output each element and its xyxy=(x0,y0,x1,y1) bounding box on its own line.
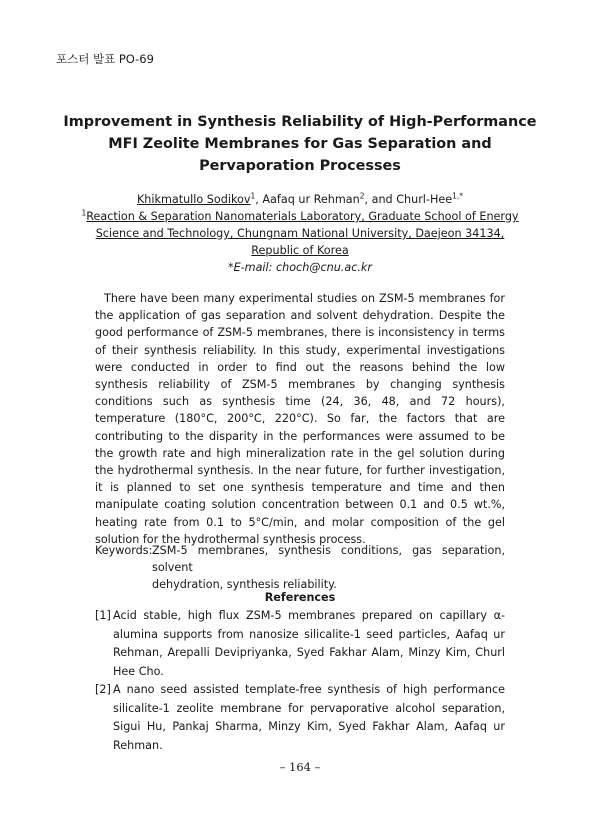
keywords xyxy=(95,542,505,593)
references-heading: References xyxy=(264,591,336,604)
reference-text: Acid stable, high flux ZSM-5 membranes prepared on capillary α-alumina supports from nanosize silicalite-1 seed particles, Aafaq ur Rehman, Arepalli Devipriyanka, Syed Fakhar Alam, Minzy Kim, Churl Hee Cho. xyxy=(113,609,505,678)
author-name: , and Churl-Hee xyxy=(364,193,453,206)
affiliation xyxy=(60,208,540,259)
author-name: Khikmatullo Sodikov xyxy=(136,193,251,206)
paper-title xyxy=(60,111,540,177)
reference-text: A nano seed assisted template-free synthesis of high performance silicalite-1 zeolite membrane for pervaporative alcohol separation, Sigui Hu, Pankaj Sharma, Minzy Kim, Syed Fakhar Alam, Aafaq ur Rehman. xyxy=(113,683,505,752)
affiliation-line: Science and Technology, Chungnam National University, Daejeon 34134, xyxy=(95,227,505,240)
title-line: Improvement in Synthesis Reliability of High-Performance xyxy=(63,114,537,130)
abstract xyxy=(95,290,505,548)
affiliation-mark: 2 xyxy=(359,191,365,201)
author-list xyxy=(60,191,540,208)
reference-list xyxy=(95,607,505,755)
author-name: , Aafaq ur Rehman xyxy=(255,193,360,206)
affiliation-mark: 1 xyxy=(81,208,87,218)
reference-item xyxy=(95,607,505,681)
keywords-label: Keywords: xyxy=(95,544,153,557)
contact-email: *E-mail: choch@cnu.ac.kr xyxy=(227,261,373,274)
title-line: MFI Zeolite Membranes for Gas Separation and xyxy=(108,136,492,152)
affiliation-mark: 1 xyxy=(250,191,256,201)
reference-number: [1] xyxy=(95,609,111,622)
abstract-text: There have been many experimental studies on ZSM-5 membranes for the application of gas separation and solvent dehydration. Despite the good performance of ZSM-5 membranes, there is inconsistency in terms of their synthesis reliability. In this study, experimental investigations were conducted in order to find out the reasons behind the low synthesis reliability of ZSM-5 membranes by changing synthesis conditions such as synthesis time (24, 36, 48, and 72 hours), temperature (180°C, 200°C, 220°C). So far, the factors that are contributing to the disparity in the performances were assumed to be the growth rate and high mineralization rate in the gel solution during the hydrothermal synthesis. In the near future, for further investigation, it is planned to set one synthesis temperature and time and then manipulate coating solution concentration between 0.1 and 0.5 wt.%, heating rate from 0.1 to 5°C/min, and molar composition of the gel solution for the hydrothermal synthesis process. xyxy=(95,292,505,546)
affiliation-line: Republic of Korea xyxy=(251,244,349,257)
page-number: – 164 – xyxy=(279,760,321,774)
affiliation-mark: 1,* xyxy=(452,191,464,201)
keywords-text: ZSM-5 membranes, synthesis conditions, gas separation, solvent xyxy=(152,544,505,574)
title-line: Pervaporation Processes xyxy=(199,158,401,174)
reference-item xyxy=(95,681,505,755)
reference-number: [2] xyxy=(95,683,111,696)
affiliation-line: Reaction & Separation Nanomaterials Laboratory, Graduate School of Energy xyxy=(86,210,519,223)
keywords-text: dehydration, synthesis reliability. xyxy=(152,578,337,591)
session-label: 포스터 발표 PO-69 xyxy=(56,52,154,66)
